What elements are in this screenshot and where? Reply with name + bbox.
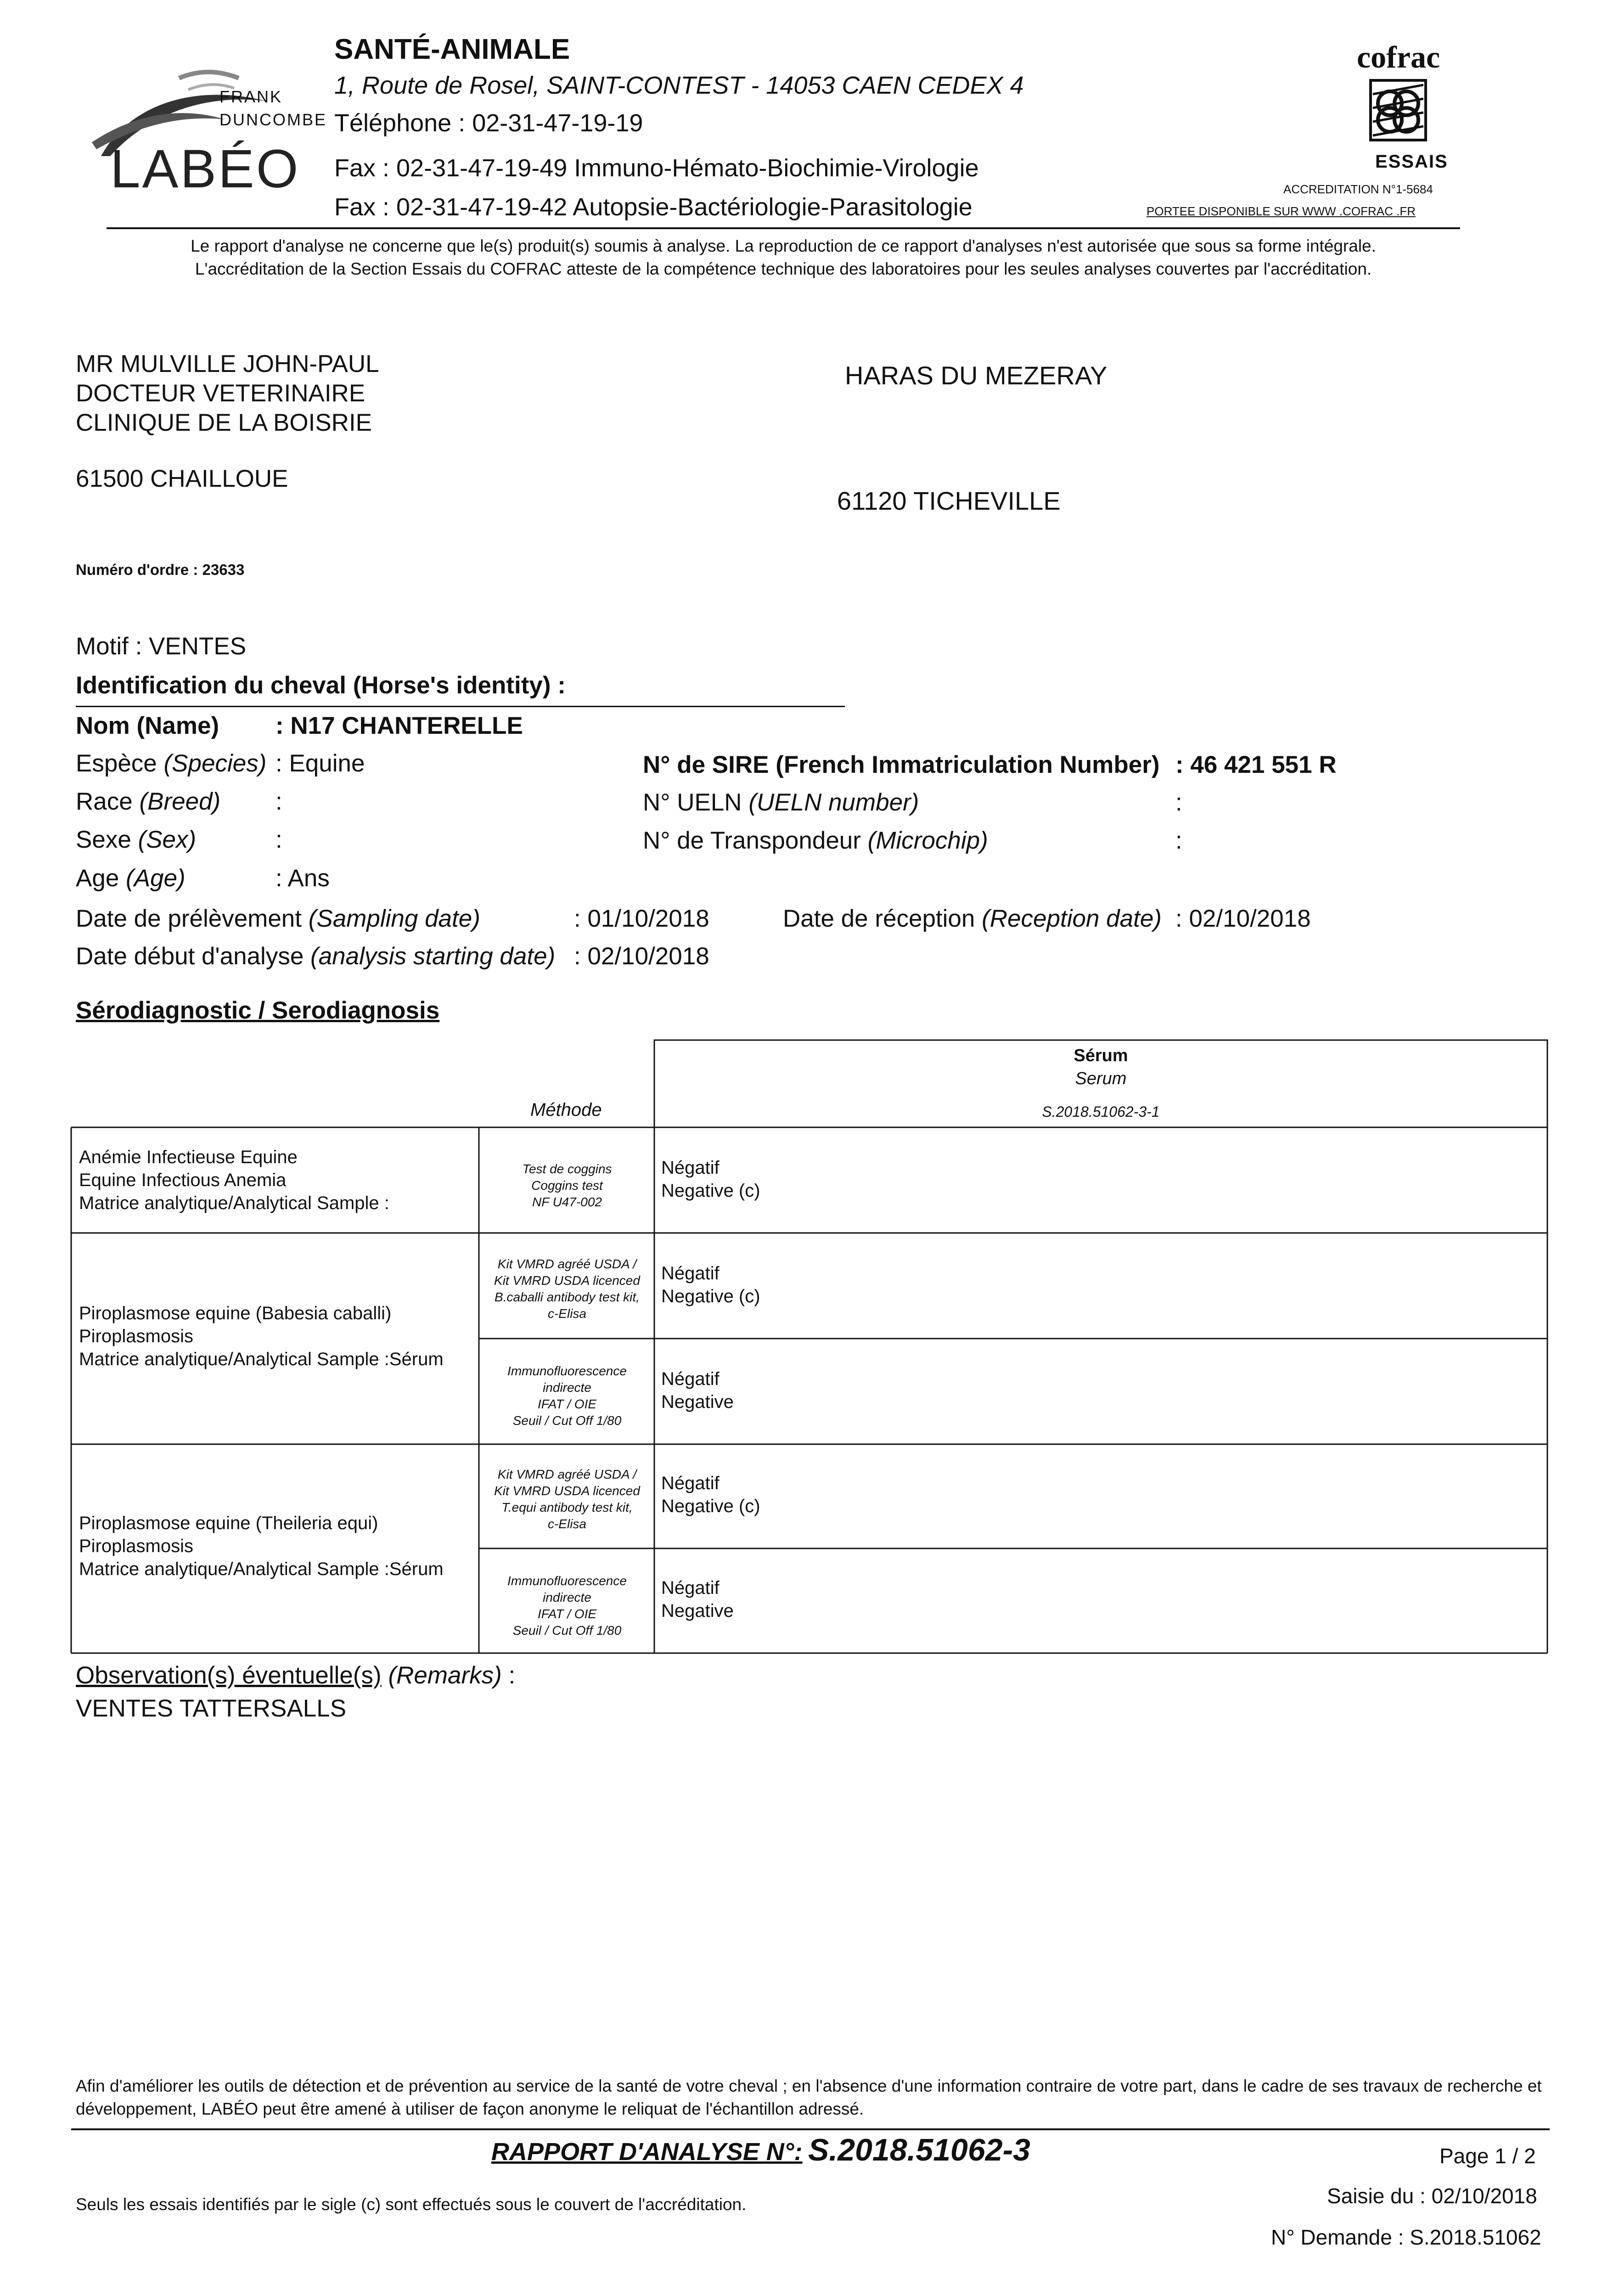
analyte-babesia-caballi: Piroplasmose equine (Babesia caballi) Piroplasmosis Matrice analytique/Analytical Sample :Sérum xyxy=(79,1303,444,1369)
order-number: Numéro d'ordre : 23633 xyxy=(76,561,245,578)
cofrac-logo-text: cofrac xyxy=(1357,39,1440,74)
recipient-title: DOCTEUR VETERINAIRE xyxy=(76,380,365,407)
footer-research-note: Afin d'améliorer les outils de détection et de prévention au service de la santé de votre cheval ; en l'absence d'une information contraire de votre part, dans le cadre de ses travaux de recherche et développement, LABÉO peut être amené à utiliser de façon anonyme le reliquat de l'échantillon adressé. xyxy=(76,2077,1542,2118)
result-celisa-equi: Négatif Negative (c) xyxy=(661,1473,760,1516)
page-indicator: Page 1 / 2 xyxy=(1439,2144,1536,2168)
ueln-label: N° UELN (UELN number) xyxy=(643,789,919,816)
serodiagnosis-title: Sérodiagnostic / Serodiagnosis xyxy=(76,997,440,1024)
entry-date: Saisie du : 02/10/2018 xyxy=(1327,2184,1537,2208)
species-label: Espèce (Species) xyxy=(76,750,267,777)
lab-fax-2: Fax : 02-31-47-19-42 Autopsie-Bactériologie-Parasitologie xyxy=(334,193,972,221)
species-value: : Equine xyxy=(275,750,365,777)
identity-heading: Identification du cheval (Horse's identity) : xyxy=(76,672,566,699)
logo-subtitle-duncombe: DUNCOMBE xyxy=(219,110,327,129)
analyte-theileria-equi: Piroplasmose equine (Theileria equi) Piroplasmosis Matrice analytique/Analytical Sample :Sérum xyxy=(79,1513,444,1579)
recipient-clinic: CLINIQUE DE LA BOISRIE xyxy=(76,409,372,436)
method-ifat-caballi: Immunofluorescence indirecte IFAT / OIE Seuil / Cut Off 1/80 xyxy=(507,1364,627,1428)
method-celisa-caballi: Kit VMRD agréé USDA / Kit VMRD USDA licenced B.caballi antibody test kit, c-Elisa xyxy=(494,1257,640,1321)
report-number-label: RAPPORT D'ANALYSE N°: xyxy=(491,2138,803,2166)
owner-city: 61120 TICHEVILLE xyxy=(837,486,1061,515)
recipient-city: 61500 CHAILLOUE xyxy=(76,465,288,492)
method-ifat-equi: Immunofluorescence indirecte IFAT / OIE Seuil / Cut Off 1/80 xyxy=(507,1574,627,1638)
report-number: S.2018.51062-3 xyxy=(808,2133,1030,2167)
sample-column-header-en: Serum xyxy=(1075,1069,1127,1088)
remarks-label: Observation(s) éventuelle(s) (Remarks) : xyxy=(76,1662,516,1689)
lab-title: SANTÉ-ANIMALE xyxy=(334,34,570,65)
age-value: : Ans xyxy=(275,865,330,892)
remarks-value: VENTES TATTERSALLS xyxy=(76,1695,347,1722)
sire-label: N° de SIRE (French Immatriculation Number) xyxy=(643,751,1160,778)
ueln-value: : xyxy=(1175,789,1182,816)
motif: Motif : VENTES xyxy=(76,633,247,660)
labeo-logo-text: LABÉO xyxy=(110,139,300,199)
essais-label: ESSAIS xyxy=(1375,152,1448,172)
request-number: N° Demande : S.2018.51062 xyxy=(1271,2225,1541,2249)
owner-name: HARAS DU MEZERAY xyxy=(845,361,1107,390)
method-celisa-equi: Kit VMRD agréé USDA / Kit VMRD USDA licenced T.equi antibody test kit, c-Elisa xyxy=(494,1467,640,1531)
logo-subtitle-frank: FRANK xyxy=(219,87,283,106)
result-celisa-caballi: Négatif Negative (c) xyxy=(661,1263,760,1306)
result-coggins: Négatif Negative (c) xyxy=(661,1158,760,1201)
accreditation-note: Seuls les essais identifiés par le sigle (c) sont effectués sous le couvert de l'accréditation. xyxy=(76,2195,747,2214)
result-ifat-caballi: Négatif Negative xyxy=(661,1369,734,1412)
analysis-start-value: : 02/10/2018 xyxy=(574,943,709,970)
reception-date-label: Date de réception (Reception date) xyxy=(783,905,1162,932)
method-column-header: Méthode xyxy=(530,1100,602,1120)
analyte-eia: Anémie Infectieuse Equine Equine Infectious Anemia Matrice analytique/Analytical Sample : xyxy=(79,1147,389,1213)
sex-label: Sexe (Sex) xyxy=(76,826,197,853)
sire-value: : 46 421 551 R xyxy=(1175,751,1337,778)
horse-name-label: Nom (Name) xyxy=(76,712,219,739)
method-coggins: Test de coggins Coggins test NF U47-002 xyxy=(522,1162,612,1209)
sampling-date-label: Date de prélèvement (Sampling date) xyxy=(76,905,480,932)
footer-divider xyxy=(71,2128,1550,2130)
result-ifat-equi: Négatif Negative xyxy=(661,1578,734,1621)
horse-name-value: : N17 CHANTERELLE xyxy=(275,712,523,739)
sampling-date-value: : 01/10/2018 xyxy=(574,905,709,932)
transponder-value: : xyxy=(1175,827,1182,854)
reception-date-value: : 02/10/2018 xyxy=(1175,905,1311,932)
lab-address: 1, Route de Rosel, SAINT-CONTEST - 14053 CAEN CEDEX 4 xyxy=(334,72,1024,99)
breed-label: Race (Breed) xyxy=(76,788,221,815)
recipient-name: MR MULVILLE JOHN-PAUL xyxy=(76,350,379,377)
sex-value: : xyxy=(275,826,282,853)
disclaimer-line-1: Le rapport d'analyse ne concerne que le(s) produit(s) soumis à analyse. La reproduction de ce rapport d'analyses n'est autorisée que sous sa forme intégrale. xyxy=(191,236,1376,255)
accreditation-number: ACCREDITATION N°1-5684 xyxy=(1283,182,1433,196)
lab-fax-1: Fax : 02-31-47-19-49 Immuno-Hémato-Biochimie-Virologie xyxy=(334,154,979,182)
cofrac-portee-link[interactable]: PORTEE DISPONIBLE SUR WWW .COFRAC .FR xyxy=(1147,204,1416,218)
breed-value: : xyxy=(275,788,282,815)
age-label: Age (Age) xyxy=(76,865,185,892)
lab-phone: Téléphone : 02-31-47-19-19 xyxy=(334,109,643,137)
sample-id: S.2018.51062-3-1 xyxy=(1042,1103,1160,1120)
sample-column-header: Sérum xyxy=(1074,1046,1128,1065)
transponder-label: N° de Transpondeur (Microchip) xyxy=(643,827,988,854)
analysis-start-label: Date début d'analyse (analysis starting date) xyxy=(76,943,556,970)
disclaimer-line-2: L'accréditation de la Section Essais du COFRAC atteste de la compétence technique des laboratoires pour les seules analyses couvertes par l'accréditation. xyxy=(195,259,1372,278)
